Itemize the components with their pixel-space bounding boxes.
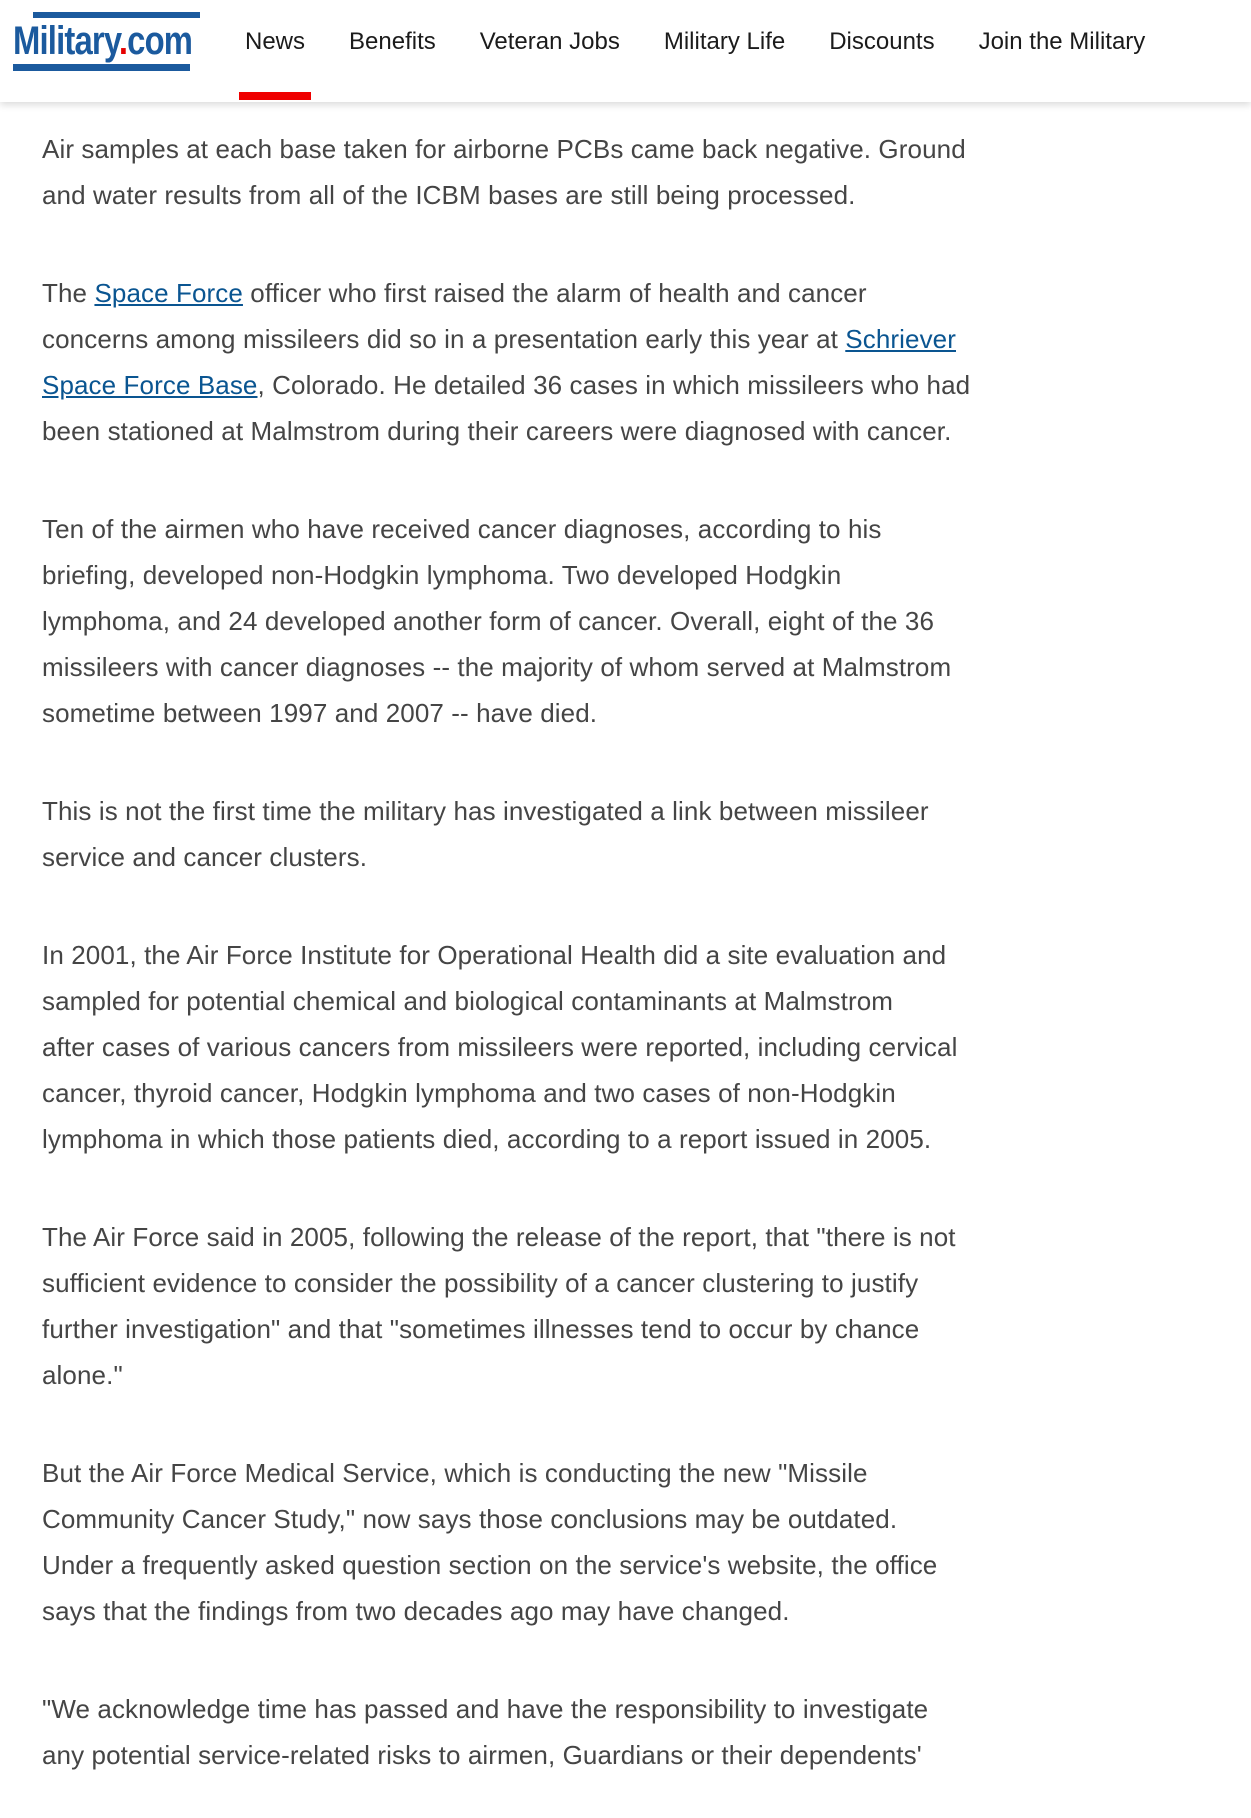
text-line	[42, 788, 1251, 834]
nav-item-discounts[interactable]: Discounts	[829, 28, 935, 55]
text-segment: "We acknowledge time has passed and have the responsibility to investigate	[42, 1694, 929, 1724]
text-line	[42, 126, 1251, 172]
nav-item-military-life[interactable]: Military Life	[663, 28, 786, 55]
text-segment: officer who first raised the alarm of health and cancer	[242, 278, 867, 308]
text-line	[42, 644, 1251, 690]
article-paragraph	[42, 126, 1251, 218]
text-line	[42, 690, 1251, 736]
text-line	[42, 834, 1251, 880]
article-paragraph	[42, 1450, 1251, 1634]
site-header	[0, 0, 1251, 102]
text-segment: The Air Force said in 2005, following the release of the report, that "there is not	[42, 1222, 956, 1252]
nav-item-veteran-jobs[interactable]: Veteran Jobs	[479, 28, 620, 55]
text-segment: further investigation" and that "sometimes illnesses tend to occur by chance	[42, 1314, 920, 1344]
nav-item-join-the-military[interactable]: Join the Military	[978, 28, 1146, 55]
text-line	[42, 270, 1251, 316]
text-line	[42, 1732, 1251, 1778]
article-paragraph	[42, 1686, 1251, 1778]
main-nav	[245, 0, 1145, 84]
article-body	[42, 126, 1251, 1778]
logo-name-main: Military	[13, 19, 119, 63]
text-line	[42, 1214, 1251, 1260]
text-line	[42, 1450, 1251, 1496]
text-segment: sometime between 1997 and 2007 -- have died.	[42, 698, 598, 728]
text-segment: Air samples at each base taken for airborne PCBs came back negative. Ground	[42, 134, 966, 164]
text-line	[42, 978, 1251, 1024]
text-line	[42, 598, 1251, 644]
text-line	[42, 316, 1251, 362]
logo-text	[13, 18, 192, 63]
text-segment: sampled for potential chemical and biological contaminants at Malmstrom	[42, 986, 894, 1016]
logo-bottom-bar	[13, 64, 190, 71]
text-segment: briefing, developed non-Hodgkin lymphoma. Two developed Hodgkin	[42, 560, 842, 590]
military-logo[interactable]	[13, 12, 200, 71]
text-segment: , Colorado. He detailed 36 cases in which missileers who had	[257, 370, 971, 400]
nav-item-news[interactable]: News	[245, 28, 306, 55]
text-line	[42, 1260, 1251, 1306]
link-schriever-space-force-base[interactable]: Space Force Base	[42, 370, 258, 400]
text-line	[42, 1686, 1251, 1732]
article-paragraph	[42, 1214, 1251, 1398]
text-segment: sufficient evidence to consider the possibility of a cancer clustering to justify	[42, 1268, 919, 1298]
article-paragraph	[42, 270, 1251, 454]
text-segment: In 2001, the Air Force Institute for Operational Health did a site evaluation and	[42, 940, 947, 970]
text-line	[42, 408, 1251, 454]
text-segment: The	[42, 278, 95, 308]
text-line	[42, 1024, 1251, 1070]
text-segment: and water results from all of the ICBM bases are still being processed.	[42, 180, 856, 210]
text-segment: missileers with cancer diagnoses -- the majority of whom served at Malmstrom	[42, 652, 952, 682]
text-line	[42, 1070, 1251, 1116]
link-space-force[interactable]: Space Force	[94, 278, 243, 308]
text-segment: Ten of the airmen who have received cancer diagnoses, according to his	[42, 514, 882, 544]
text-line	[42, 932, 1251, 978]
text-segment: alone."	[42, 1360, 123, 1390]
text-segment: service and cancer clusters.	[42, 842, 368, 872]
text-segment: been stationed at Malmstrom during their careers were diagnosed with cancer.	[42, 416, 952, 446]
text-line	[42, 1542, 1251, 1588]
text-line	[42, 552, 1251, 598]
text-segment: any potential service-related risks to airmen, Guardians or their dependents'	[42, 1740, 922, 1770]
logo-name-tld: com	[127, 19, 193, 63]
article-paragraph	[42, 506, 1251, 736]
text-segment: says that the findings from two decades ago may have changed.	[42, 1596, 790, 1626]
nav-item-benefits[interactable]: Benefits	[349, 28, 436, 55]
text-line	[42, 1352, 1251, 1398]
text-segment: concerns among missileers did so in a presentation early this year at	[42, 324, 846, 354]
text-line	[42, 362, 1251, 408]
text-segment: after cases of various cancers from missileers were reported, including cervical	[42, 1032, 958, 1062]
text-segment: lymphoma, and 24 developed another form of cancer. Overall, eight of the 36	[42, 606, 935, 636]
article-paragraph	[42, 932, 1251, 1162]
text-line	[42, 1306, 1251, 1352]
text-segment: This is not the first time the military has investigated a link between missileer	[42, 796, 929, 826]
text-line	[42, 172, 1251, 218]
text-segment: Under a frequently asked question section on the service's website, the office	[42, 1550, 938, 1580]
logo-dot: .	[118, 19, 128, 63]
text-line	[42, 506, 1251, 552]
article-paragraph	[42, 788, 1251, 880]
text-segment: cancer, thyroid cancer, Hodgkin lymphoma and two cases of non-Hodgkin	[42, 1078, 896, 1108]
text-segment: Community Cancer Study," now says those conclusions may be outdated.	[42, 1504, 898, 1534]
text-line	[42, 1496, 1251, 1542]
link-schriever-space-force-base[interactable]: Schriever	[845, 324, 956, 354]
text-segment: lymphoma in which those patients died, according to a report issued in 2005.	[42, 1124, 932, 1154]
text-line	[42, 1588, 1251, 1634]
text-line	[42, 1116, 1251, 1162]
text-segment: But the Air Force Medical Service, which is conducting the new "Missile	[42, 1458, 868, 1488]
